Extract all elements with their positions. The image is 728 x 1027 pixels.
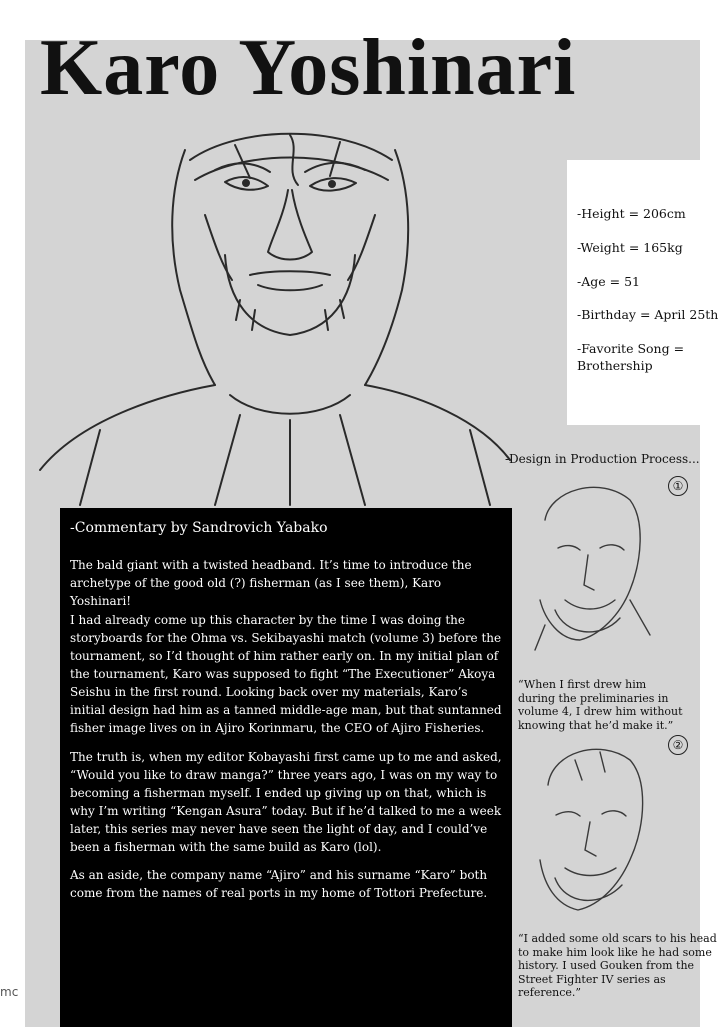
scanlation-watermark: mc — [0, 985, 19, 999]
caption-line: Street Fighter IV series as — [518, 972, 666, 986]
step-2-number: ② — [668, 735, 688, 755]
caption-line: history. I used Gouken from the — [518, 959, 695, 972]
caption-line: reference.” — [518, 986, 581, 999]
commentary-paragraph-1: The bald giant with a twisted headband. It’s time to introduce the archetype of the good old (?) fisherman (as I see them), Karo Yoshinari! — [70, 558, 472, 608]
caption-line: knowing that he’d make it.” — [518, 718, 674, 732]
commentary-title: -Commentary by Sandrovich Yabako — [70, 520, 328, 536]
commentary-box — [60, 508, 512, 1027]
stat-favorite-song-value: Brothership — [577, 358, 653, 373]
stat-height: -Height = 206cm — [577, 206, 686, 221]
caption-line: during the preliminaries in — [518, 691, 669, 705]
commentary-paragraph-2: I had already come up this character by the time I was doing the storyboards for the Ohma vs. Sekibayashi match (volume 3) before the tournament, so I’d thought of him rather early on. In my initial plan of the tournament, Karo was supposed to fight “The Executioner” Akoya Seishu in the first round. Looking back over my materials, Karo’s initial design had him as a tanned middle-age man, but that suntanned fisher image lives on in Ajiro Korinmaru, the CEO of Ajiro Fisheries. — [70, 613, 502, 735]
step-1-number: ① — [668, 476, 688, 496]
step-2-caption — [518, 932, 717, 1000]
caption-line: “When I first drew him — [518, 678, 647, 691]
stat-favorite-song-label: -Favorite Song = — [577, 341, 685, 356]
design-process-label: -Design in Production Process... — [505, 452, 700, 466]
caption-line: “I added some old scars to his head — [518, 932, 717, 945]
stat-age: -Age = 51 — [577, 274, 640, 289]
character-stats-box — [567, 160, 728, 425]
stat-birthday: -Birthday = April 25th — [577, 307, 719, 322]
caption-line: to make him look like he had some — [518, 945, 712, 959]
page-title: Karo Yoshinari — [40, 24, 577, 112]
commentary-paragraph-3: The truth is, when my editor Kobayashi first came up to me and asked, “Would you like to draw manga?” three years ago, I was on my way to becoming a fisherman myself. I ended up giving up on that, which is why I’m writing “Kengan Asura” today. But if he’d talked to me a week later, this series may never have seen the light of day, and I could’ve been a fisherman with the same build as Karo (lol). — [70, 750, 502, 854]
commentary-paragraph-4: As an aside, the company name “Ajiro” and his surname “Karo” both come from the names of real ports in my home of Tottori Prefecture. — [70, 868, 488, 900]
step-1-caption — [518, 678, 683, 732]
stat-weight: -Weight = 165kg — [577, 240, 683, 255]
caption-line: volume 4, I drew him without — [518, 705, 683, 718]
